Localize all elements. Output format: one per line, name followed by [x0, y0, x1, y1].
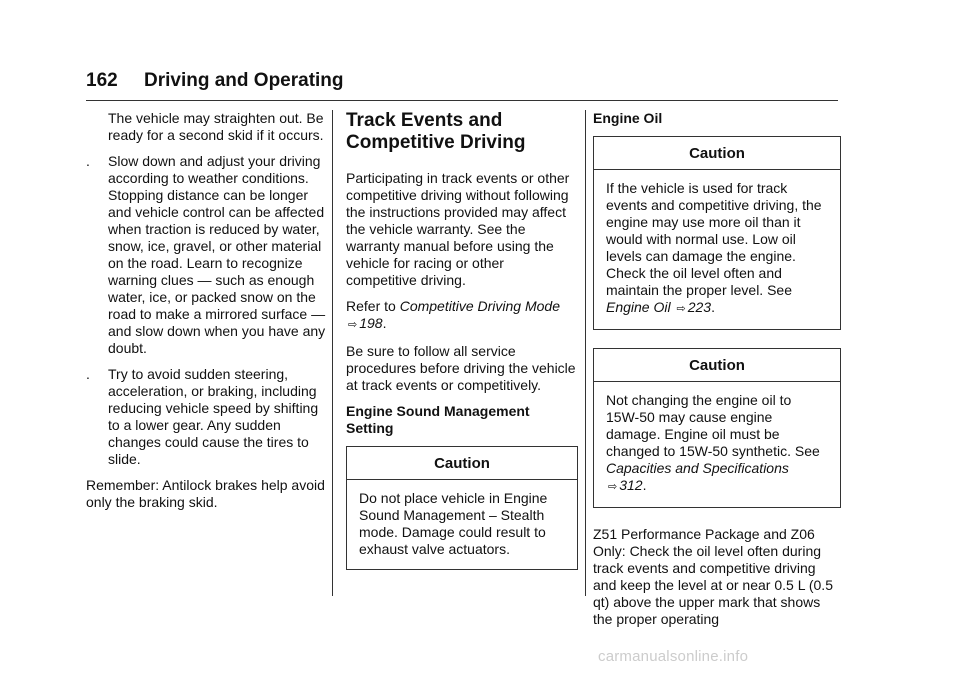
bullet-mark: . [86, 366, 90, 382]
caution-body [594, 170, 840, 329]
z51-paragraph: Z51 Performance Package and Z06 Only: Check the oil level often during track events and competitive driving and keep the level at or near 0.5 L (0.5 qt) above the upper mark that shows the proper operating [593, 526, 833, 627]
column-divider-left [332, 110, 333, 596]
engine-sound-subhead: Engine Sound Management Setting [346, 403, 530, 436]
refer-suffix: . [382, 315, 387, 331]
left-column [86, 110, 326, 520]
column-divider-right [585, 110, 586, 596]
caution-suffix: . [711, 299, 715, 315]
capacities-link[interactable]: Capacities and Specifications [606, 460, 789, 476]
page-ref-arrow-icon: ⇨ [608, 481, 618, 493]
caution-title: Caution [594, 137, 840, 170]
intro-paragraph: Participating in track events or other competitive driving without following the instructions provided may affect the vehicle warranty. See the warranty manual before using the vehicle for racing or other competitive driving. [346, 170, 570, 288]
watermark: carmanualsonline.info [598, 648, 749, 665]
caution-suffix: . [642, 477, 647, 493]
refer-prefix: Refer to [346, 298, 400, 314]
caution-box-engine-sound [346, 446, 578, 570]
engine-oil-subhead: Engine Oil [593, 110, 663, 126]
caution-title: Caution [594, 349, 840, 382]
bullet-text: Slow down and adjust your driving according to weather conditions. Stopping distance can be longer and vehicle control can be affected when traction is reduced by water, snow, ice, gravel, or other material on the road. Learn to recognize warning clues — such as enough water, ice, or packed snow on the road to make a mirrored surface — and slow down when you have any doubt. [108, 153, 326, 356]
bullet-item [86, 366, 326, 468]
remember-text: Remember: Antilock brakes help avoid only the braking skid. [86, 477, 325, 510]
capacities-page[interactable]: 312 [619, 477, 643, 493]
bullet-mark: . [86, 153, 90, 169]
bullet-text: Try to avoid sudden steering, acceleration, or braking, including reducing vehicle speed by shifting to a lower gear. Any sudden changes could cause the tires to slide. [108, 366, 319, 467]
page-header [86, 66, 838, 101]
competitive-driving-mode-link[interactable]: Competitive Driving Mode [399, 298, 560, 314]
page-number: 162 [86, 70, 118, 91]
section-title: Driving and Operating [144, 70, 344, 91]
caution-title: Caution [347, 447, 577, 480]
caution-body [594, 382, 840, 507]
continuation-text: The vehicle may straighten out. Be ready for a second skid if it occurs. [108, 110, 324, 143]
page-ref-arrow-icon: ⇨ [676, 303, 686, 315]
service-paragraph: Be sure to follow all service procedures before driving the vehicle at track events or competitively. [346, 343, 576, 393]
middle-column [346, 110, 578, 588]
right-column [593, 110, 841, 637]
engine-oil-page[interactable]: 223 [687, 299, 712, 315]
engine-oil-link[interactable]: Engine Oil [606, 299, 671, 315]
caution-text: If the vehicle is used for track events and competitive driving, the engine may use more oil than it would with normal use. Low oil levels can damage the engine. Check the oil level often and maintain the proper level. See [606, 180, 822, 298]
page-ref-arrow-icon: ⇨ [348, 319, 358, 331]
bullet-item [86, 153, 326, 357]
refer-page[interactable]: 198 [359, 315, 383, 331]
track-events-title: Track Events and Competitive Driving [346, 110, 526, 153]
caution-box-oil-use [593, 136, 841, 330]
refer-paragraph [346, 298, 578, 334]
caution-text: Not changing the engine oil to 15W-50 may cause engine damage. Engine oil must be changed to 15W-50 synthetic. See [606, 392, 820, 459]
caution-box-oil-grade [593, 348, 841, 508]
caution-body: Do not place vehicle in Engine Sound Management – Stealth mode. Damage could result to exhaust valve actuators. [359, 490, 548, 557]
